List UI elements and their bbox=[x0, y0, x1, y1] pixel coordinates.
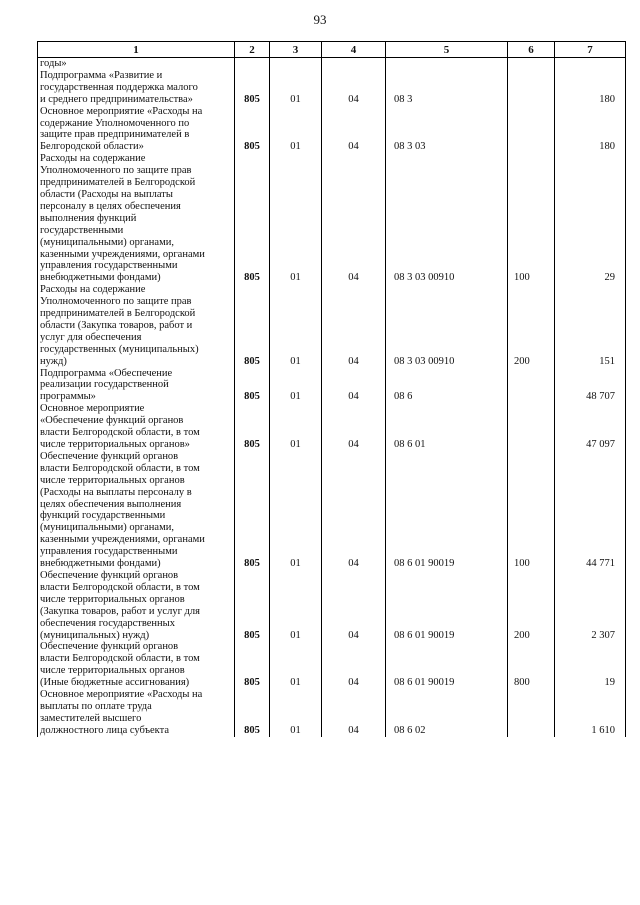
description-line: власти Белгородской области, в том bbox=[40, 653, 200, 665]
subsection-code: 04 bbox=[322, 58, 386, 106]
description-line: предпринимателей в Белгородской bbox=[40, 177, 196, 189]
table-row bbox=[38, 641, 626, 689]
description-line: управления государственными bbox=[40, 260, 178, 272]
header-row bbox=[38, 42, 626, 58]
description-line: числе территориальных органов» bbox=[40, 439, 190, 450]
description-line: Основное мероприятие bbox=[40, 403, 145, 415]
subsection-code: 04 bbox=[322, 106, 386, 154]
description-line: области (Закупка товаров, работ и bbox=[40, 319, 193, 331]
description-line: (муниципальными) органами, bbox=[40, 236, 174, 248]
ministry-code: 805 bbox=[235, 58, 270, 106]
description-line: внебюджетными фондами) bbox=[40, 272, 161, 284]
description-line: государственными bbox=[40, 224, 124, 236]
amount: 48 707 bbox=[555, 368, 626, 404]
row-description bbox=[38, 106, 235, 154]
section-code: 01 bbox=[270, 570, 322, 641]
amount: 29 bbox=[555, 153, 626, 284]
ministry-code: 805 bbox=[235, 689, 270, 737]
expense-type-code bbox=[508, 403, 555, 451]
description-line: Расходы на содержание bbox=[40, 284, 146, 296]
column-header-3: 3 bbox=[270, 42, 322, 58]
ministry-code: 805 bbox=[235, 641, 270, 689]
expense-type-code: 800 bbox=[508, 641, 555, 689]
budget-table bbox=[37, 41, 626, 737]
description-line: выполнения функций bbox=[40, 212, 137, 224]
expense-type-code bbox=[508, 106, 555, 154]
expense-type-code bbox=[508, 689, 555, 737]
page-number: 93 bbox=[313, 12, 327, 27]
table-row bbox=[38, 689, 626, 737]
description-line: годы» bbox=[40, 58, 67, 69]
table-row bbox=[38, 58, 626, 106]
amount: 19 bbox=[555, 641, 626, 689]
description-line: Обеспечение функций органов bbox=[40, 450, 179, 462]
description-line: власти Белгородской области, в том bbox=[40, 581, 200, 593]
section-code: 01 bbox=[270, 689, 322, 737]
row-description bbox=[38, 641, 235, 689]
expense-type-code bbox=[508, 368, 555, 404]
description-line: предпринимателей в Белгородской bbox=[40, 308, 196, 320]
expense-type-code: 100 bbox=[508, 153, 555, 284]
description-line: Подпрограмма «Развитие и bbox=[40, 69, 163, 81]
table-row bbox=[38, 106, 626, 154]
description-line: числе территориальных органов bbox=[40, 665, 185, 677]
description-line: Основное мероприятие «Расходы на bbox=[40, 105, 203, 117]
expense-type-code bbox=[508, 58, 555, 106]
target-article-code: 08 3 03 00910 bbox=[386, 153, 508, 284]
description-line: казенными учреждениями, органами bbox=[40, 534, 205, 546]
section-code: 01 bbox=[270, 368, 322, 404]
description-line: (Расходы на выплаты персоналу в bbox=[40, 486, 192, 498]
row-description bbox=[38, 570, 235, 641]
column-header-5: 5 bbox=[386, 42, 508, 58]
ministry-code: 805 bbox=[235, 451, 270, 570]
ministry-code: 805 bbox=[235, 106, 270, 154]
description-line: нужд) bbox=[40, 355, 67, 367]
row-description bbox=[38, 689, 235, 737]
target-article-code: 08 6 bbox=[386, 368, 508, 404]
table-row bbox=[38, 153, 626, 284]
amount: 1 610 bbox=[555, 689, 626, 737]
table-row bbox=[38, 451, 626, 570]
description-line: выплаты по оплате труда bbox=[40, 700, 152, 712]
ministry-code: 805 bbox=[235, 570, 270, 641]
description-line: защите прав предпринимателей в bbox=[40, 129, 190, 141]
description-line: числе территориальных органов bbox=[40, 593, 185, 605]
description-line: числе территориальных органов bbox=[40, 474, 185, 486]
subsection-code: 04 bbox=[322, 641, 386, 689]
description-line: Белгородской области» bbox=[40, 141, 144, 153]
description-line: казенными учреждениями, органами bbox=[40, 248, 205, 260]
section-code: 01 bbox=[270, 641, 322, 689]
column-header-7: 7 bbox=[555, 42, 626, 58]
target-article-code: 08 6 01 90019 bbox=[386, 570, 508, 641]
description-line: Обеспечение функций органов bbox=[40, 641, 179, 653]
description-line: услуг для обеспечения bbox=[40, 331, 142, 343]
description-line: Обеспечение функций органов bbox=[40, 569, 179, 581]
row-description bbox=[38, 153, 235, 284]
description-line: государственная поддержка малого bbox=[40, 81, 198, 93]
amount: 47 097 bbox=[555, 403, 626, 451]
section-code: 01 bbox=[270, 403, 322, 451]
amount: 151 bbox=[555, 284, 626, 367]
subsection-code: 04 bbox=[322, 368, 386, 404]
row-description bbox=[38, 451, 235, 570]
table-row bbox=[38, 570, 626, 641]
description-line: (муниципальными) органами, bbox=[40, 522, 174, 534]
section-code: 01 bbox=[270, 106, 322, 154]
section-code: 01 bbox=[270, 284, 322, 367]
target-article-code: 08 6 01 bbox=[386, 403, 508, 451]
row-description bbox=[38, 368, 235, 404]
column-header-1: 1 bbox=[38, 42, 235, 58]
subsection-code: 04 bbox=[322, 570, 386, 641]
description-line: и среднего предпринимательства» bbox=[40, 93, 193, 105]
description-line: «Обеспечение функций органов bbox=[40, 415, 184, 427]
subsection-code: 04 bbox=[322, 153, 386, 284]
section-code: 01 bbox=[270, 153, 322, 284]
row-description bbox=[38, 403, 235, 451]
row-description bbox=[38, 284, 235, 367]
description-line: власти Белгородской области, в том bbox=[40, 427, 200, 439]
description-line: внебюджетными фондами) bbox=[40, 558, 161, 570]
ministry-code: 805 bbox=[235, 153, 270, 284]
column-header-6: 6 bbox=[508, 42, 555, 58]
description-line: области (Расходы на выплаты bbox=[40, 188, 173, 200]
description-line: обеспечения государственных bbox=[40, 617, 175, 629]
expense-type-code: 200 bbox=[508, 570, 555, 641]
row-description bbox=[38, 58, 235, 106]
ministry-code: 805 bbox=[235, 284, 270, 367]
target-article-code: 08 6 01 90019 bbox=[386, 451, 508, 570]
description-line: реализации государственной bbox=[40, 379, 169, 391]
amount: 44 771 bbox=[555, 451, 626, 570]
target-article-code: 08 3 03 bbox=[386, 106, 508, 154]
target-article-code: 08 6 01 90019 bbox=[386, 641, 508, 689]
description-line: государственных (муниципальных) bbox=[40, 343, 199, 355]
description-line: содержание Уполномоченного по bbox=[40, 117, 190, 129]
section-code: 01 bbox=[270, 451, 322, 570]
description-line: власти Белгородской области, в том bbox=[40, 462, 200, 474]
expense-type-code: 200 bbox=[508, 284, 555, 367]
amount: 180 bbox=[555, 106, 626, 154]
target-article-code: 08 3 bbox=[386, 58, 508, 106]
description-line: программы» bbox=[40, 391, 96, 403]
column-header-2: 2 bbox=[235, 42, 270, 58]
description-line: Подпрограмма «Обеспечение bbox=[40, 367, 173, 379]
table-row bbox=[38, 284, 626, 367]
description-line: управления государственными bbox=[40, 546, 178, 558]
expense-type-code: 100 bbox=[508, 451, 555, 570]
table-row bbox=[38, 368, 626, 404]
target-article-code: 08 6 02 bbox=[386, 689, 508, 737]
table-row bbox=[38, 403, 626, 451]
table-body bbox=[38, 58, 626, 737]
section-code: 01 bbox=[270, 58, 322, 106]
column-header-4: 4 bbox=[322, 42, 386, 58]
description-line: персоналу в целях обеспечения bbox=[40, 200, 181, 212]
description-line: Уполномоченного по защите прав bbox=[40, 296, 192, 308]
description-line: должностного лица субъекта bbox=[40, 724, 170, 736]
description-line: (муниципальных) нужд) bbox=[40, 629, 150, 641]
description-line: Уполномоченного по защите прав bbox=[40, 165, 192, 177]
subsection-code: 04 bbox=[322, 451, 386, 570]
description-line: (Закупка товаров, работ и услуг для bbox=[40, 605, 200, 617]
ministry-code: 805 bbox=[235, 368, 270, 404]
subsection-code: 04 bbox=[322, 284, 386, 367]
amount: 2 307 bbox=[555, 570, 626, 641]
description-line: Основное мероприятие «Расходы на bbox=[40, 689, 203, 701]
description-line: заместителей высшего bbox=[40, 712, 142, 724]
amount: 180 bbox=[555, 58, 626, 106]
description-line: Расходы на содержание bbox=[40, 153, 146, 165]
description-line: функций государственными bbox=[40, 510, 166, 522]
description-line: (Иные бюджетные ассигнования) bbox=[40, 677, 190, 689]
subsection-code: 04 bbox=[322, 689, 386, 737]
subsection-code: 04 bbox=[322, 403, 386, 451]
target-article-code: 08 3 03 00910 bbox=[386, 284, 508, 367]
description-line: целях обеспечения выполнения bbox=[40, 498, 182, 510]
ministry-code: 805 bbox=[235, 403, 270, 451]
